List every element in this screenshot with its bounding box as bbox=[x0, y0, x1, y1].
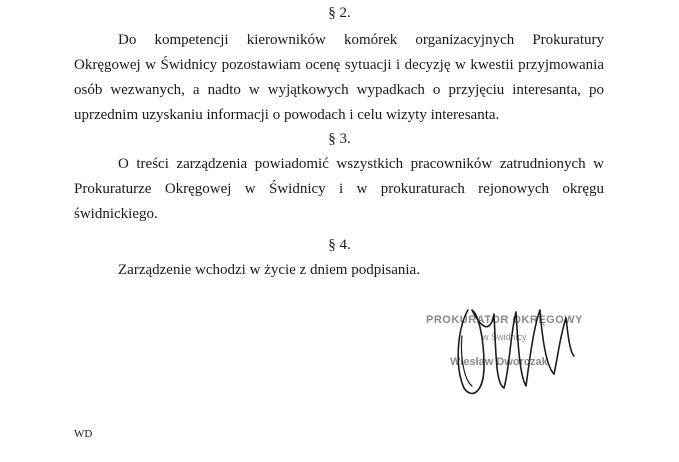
stamp-title: PROKURATOR OKRĘGOWY bbox=[426, 314, 583, 326]
section-2-paragraph bbox=[74, 28, 604, 128]
section-heading-4: § 4. bbox=[328, 237, 351, 253]
handwritten-signature bbox=[450, 296, 580, 402]
paragraph-line: Zarządzenie wchodzi w życie z dniem podpisania. bbox=[118, 262, 420, 278]
section-4-paragraph bbox=[74, 258, 604, 283]
section-3-paragraph bbox=[74, 152, 604, 227]
paragraph-line: Do kompetencji kierowników komórek organizacyjnych Prokuratury bbox=[118, 32, 604, 48]
section-heading-3: § 3. bbox=[328, 131, 351, 147]
author-initials: WD bbox=[74, 428, 93, 440]
section-heading-2: § 2. bbox=[328, 5, 351, 21]
stamp-name: Wiesław Dworczak bbox=[450, 356, 548, 368]
paragraph-line: świdnickiego. bbox=[74, 206, 158, 222]
paragraph-line: uprzednim uzyskaniu informacji o powodach i celu wizyty interesanta. bbox=[74, 107, 500, 123]
stamp-location: w Świdnicy bbox=[482, 332, 527, 342]
paragraph-line: Prokuraturze Okręgowej w Świdnicy i w prokuraturach rejonowych okręgu bbox=[74, 181, 604, 197]
paragraph-line: O treści zarządzenia powiadomić wszystkich pracowników zatrudnionych w bbox=[118, 156, 604, 172]
paragraph-line: Okręgowej w Świdnicy pozostawiam ocenę sytuacji i decyzję w kwestii przyjmowania bbox=[74, 57, 604, 73]
paragraph-line: osób wezwanych, a nadto w wyjątkowych wypadkach o przyjęciu interesanta, po bbox=[74, 82, 604, 98]
